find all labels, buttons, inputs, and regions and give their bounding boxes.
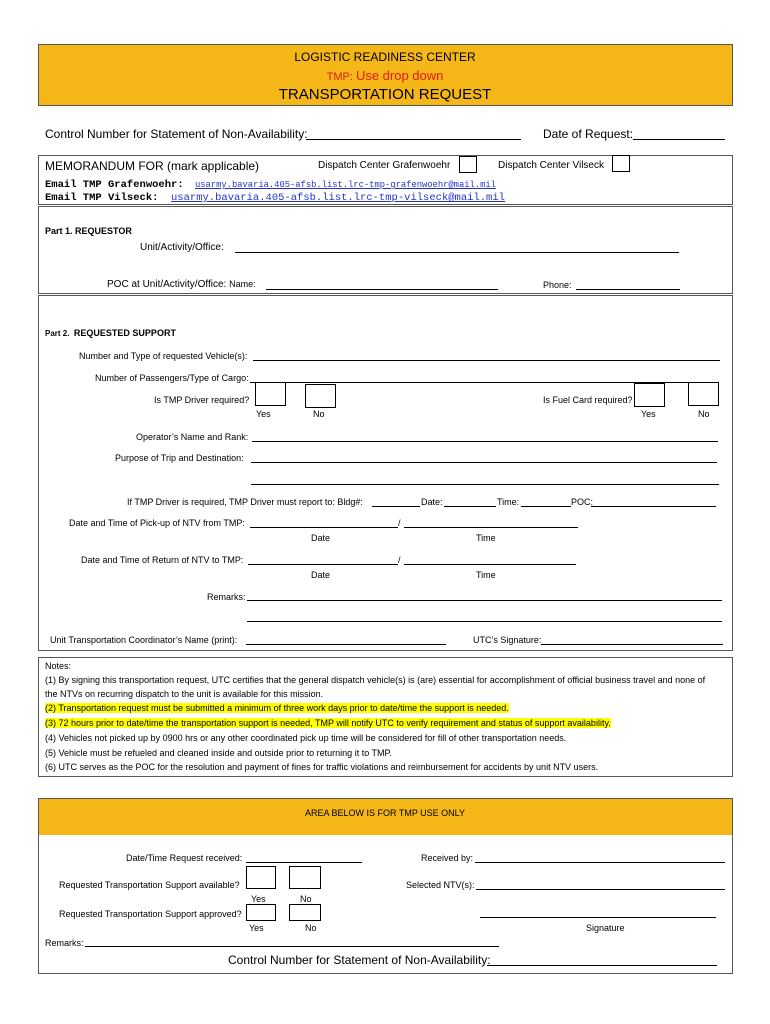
operator-label: Operator’s Name and Rank:	[136, 432, 249, 442]
poc-name-field[interactable]	[266, 289, 498, 290]
available-no-caption: No	[300, 894, 312, 904]
date-of-request-label: Date of Request:	[543, 127, 634, 141]
tmp-driver-label: Is TMP Driver required?	[154, 395, 250, 405]
received-date-label: Date/Time Request received:	[126, 853, 243, 863]
part2-title	[45, 323, 176, 341]
pickup-slash: /	[398, 518, 401, 528]
approved-no-checkbox[interactable]	[289, 904, 321, 921]
org-title: LOGISTIC READINESS CENTER	[294, 50, 476, 64]
utc-name-label: Unit Transportation Coordinator’s Name (print):	[50, 635, 238, 645]
pickup-time-caption: Time	[476, 533, 496, 543]
tmp-driver-yes-caption: Yes	[256, 409, 271, 419]
part2-box	[38, 295, 733, 651]
dispatch-grafenwoehr-label: Dispatch Center Grafenwoehr	[318, 160, 451, 171]
email-grafenwoehr-link[interactable]: usarmy.bavaria.405-afsb.list.lrc-tmp-grafenwoehr@mail.mil	[195, 180, 496, 190]
pickup-date-caption: Date	[311, 533, 331, 543]
received-date-field[interactable]	[246, 862, 362, 863]
utc-signature-label: UTC’s Signature:	[473, 635, 542, 645]
report-bldg-field[interactable]	[372, 506, 420, 507]
tmp-remarks-label: Remarks:	[45, 938, 84, 948]
note-5: (5) Vehicle must be refueled and cleaned inside and outside prior to returning it to TMP.	[45, 748, 392, 758]
remarks-label: Remarks:	[207, 592, 246, 602]
fuel-card-yes-caption: Yes	[641, 409, 656, 419]
passengers-label: Number of Passengers/Type of Cargo:	[95, 373, 249, 383]
dispatch-vilseck-label: Dispatch Center Vilseck	[498, 160, 604, 171]
report-date-field[interactable]	[444, 506, 496, 507]
tmp-driver-no-caption: No	[313, 409, 325, 419]
fuel-card-yes-checkbox[interactable]	[634, 383, 665, 407]
control-number-field[interactable]	[306, 139, 521, 140]
report-poc-field[interactable]	[591, 506, 716, 507]
email-vilseck-label: Email TMP Vilseck:	[45, 192, 159, 204]
notes-title: Notes:	[45, 661, 72, 671]
report-time-label: Time:	[497, 497, 520, 507]
note-6: (6) UTC serves as the POC for the resolution and payment of fines for traffic violations and reimbursement for accidents by unit NTV users.	[45, 762, 599, 772]
return-time-field[interactable]	[404, 564, 576, 565]
tmp-area-title: AREA BELOW IS FOR TMP USE ONLY	[304, 808, 466, 818]
email-grafenwoehr-label: Email TMP Grafenwoehr:	[45, 179, 184, 191]
approved-yes-caption: Yes	[249, 923, 264, 933]
tmp-note-label: TMP:	[326, 71, 356, 83]
pickup-time-field[interactable]	[404, 527, 578, 528]
vehicles-field[interactable]	[253, 360, 720, 361]
available-yes-caption: Yes	[251, 894, 266, 904]
report-time-field[interactable]	[521, 506, 571, 507]
tmp-control-number-label: Control Number for Statement of Non-Availability:	[228, 953, 491, 967]
tmp-control-number-field[interactable]	[487, 965, 717, 966]
fuel-card-label: Is Fuel Card required?	[543, 395, 633, 405]
selected-ntv-field[interactable]	[476, 889, 725, 890]
email-vilseck-link[interactable]: usarmy.bavaria.405-afsb.list.lrc-tmp-vilseck@mail.mil	[171, 192, 505, 204]
operator-field[interactable]	[252, 441, 718, 442]
available-no-checkbox[interactable]	[289, 866, 321, 889]
phone-label: Phone:	[543, 280, 572, 290]
return-slash: /	[398, 555, 401, 565]
tmp-remarks-field[interactable]	[85, 946, 499, 947]
purpose-label: Purpose of Trip and Destination:	[115, 453, 244, 463]
utc-name-field[interactable]	[246, 644, 446, 645]
purpose-field-2[interactable]	[251, 484, 719, 485]
remarks-field-1[interactable]	[247, 600, 722, 601]
tmp-dropdown-note[interactable]	[0, 67, 770, 85]
purpose-field-1[interactable]	[251, 462, 717, 463]
tmp-driver-yes-checkbox[interactable]	[255, 382, 286, 406]
dispatch-grafenwoehr-checkbox[interactable]	[459, 156, 477, 173]
return-date-caption: Date	[311, 570, 331, 580]
poc-label	[107, 279, 256, 290]
received-by-field[interactable]	[475, 862, 725, 863]
return-date-field[interactable]	[248, 564, 398, 565]
part2-title-text: REQUESTED SUPPORT	[73, 328, 176, 338]
vehicles-label: Number and Type of requested Vehicle(s):	[79, 351, 248, 361]
memo-label: MEMORANDUM FOR (mark applicable)	[45, 159, 260, 173]
phone-field[interactable]	[576, 289, 680, 290]
fuel-card-no-checkbox[interactable]	[688, 382, 719, 406]
remarks-field-2[interactable]	[247, 621, 722, 622]
pickup-date-field[interactable]	[250, 527, 398, 528]
poc-label-text: POC at Unit/Activity/Office:	[107, 279, 227, 290]
dispatch-vilseck-checkbox[interactable]	[612, 155, 630, 172]
note-2: (2) Transportation request must be submitted a minimum of three work days prior to date/time the support is needed.	[45, 703, 509, 713]
tmp-dropdown-text: Use drop down	[355, 68, 444, 83]
tmp-driver-no-checkbox[interactable]	[305, 384, 336, 408]
approved-label: Requested Transportation Support approved?	[59, 909, 242, 919]
part1-title: Part 1. REQUESTOR	[45, 226, 132, 236]
poc-name-label: Name:	[229, 279, 256, 289]
available-yes-checkbox[interactable]	[246, 866, 276, 889]
return-label: Date and Time of Return of NTV to TMP:	[81, 555, 244, 565]
report-to-label: If TMP Driver is required, TMP Driver must report to: Bldg#:	[127, 497, 363, 507]
note-1b: the NTVs on recurring dispatch to the unit is available for this mission.	[45, 689, 324, 699]
unit-activity-label: Unit/Activity/Office:	[140, 242, 224, 253]
pickup-label: Date and Time of Pick-up of NTV from TMP:	[69, 518, 245, 528]
signature-caption: Signature	[586, 923, 625, 933]
return-time-caption: Time	[476, 570, 496, 580]
page-title: TRANSPORTATION REQUEST	[278, 86, 492, 103]
fuel-card-no-caption: No	[698, 409, 710, 419]
date-of-request-field[interactable]	[633, 139, 725, 140]
available-label: Requested Transportation Support available?	[59, 880, 240, 890]
note-4: (4) Vehicles not picked up by 0900 hrs or any other coordinated pick up time will be considered for fill of other transportation needs.	[45, 733, 567, 743]
part2-label: Part 2.	[45, 329, 70, 338]
report-date-label: Date:	[421, 497, 443, 507]
approved-no-caption: No	[305, 923, 317, 933]
control-number-label: Control Number for Statement of Non-Availability:	[45, 127, 308, 141]
approved-yes-checkbox[interactable]	[246, 904, 276, 921]
note-3: (3) 72 hours prior to date/time the transportation support is needed, TMP will notify UTC to verify requirement and status of support availability.	[45, 718, 611, 728]
note-1a: (1) By signing this transportation request, UTC certifies that the general dispatch vehicle(s) is (are) essential for accomplishment of official business travel and none of	[45, 675, 706, 685]
received-by-label: Received by:	[421, 853, 474, 863]
utc-signature-field[interactable]	[541, 644, 723, 645]
unit-activity-field[interactable]	[235, 252, 679, 253]
signature-field[interactable]	[480, 917, 716, 918]
report-poc-label: POC:	[571, 497, 594, 507]
selected-ntv-label: Selected NTV(s):	[406, 880, 475, 890]
